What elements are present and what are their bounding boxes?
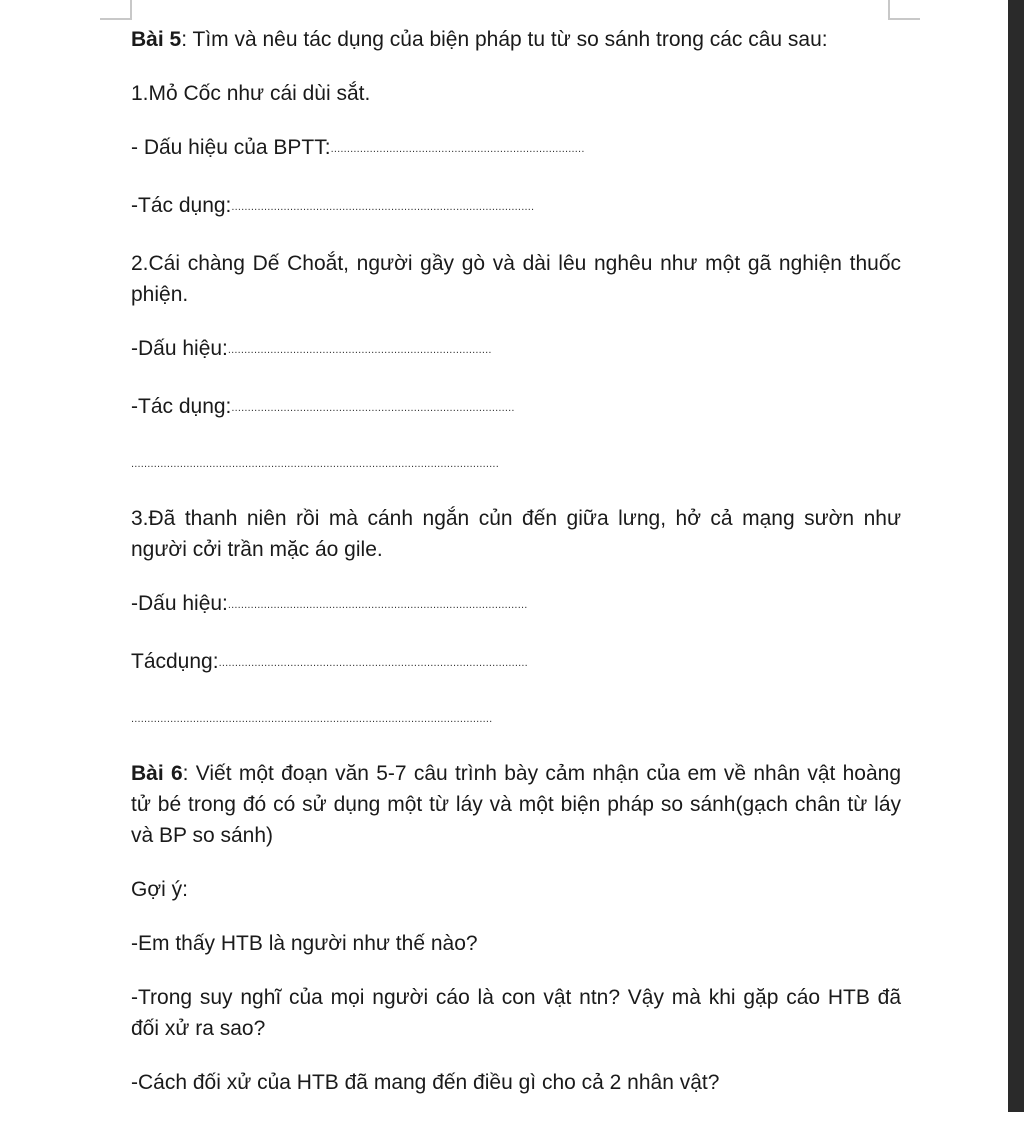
- hint-label: Gợi ý:: [131, 878, 188, 901]
- hint-item: -Em thấy HTB là người như thế nào?: [131, 932, 478, 955]
- q3-effect-line: [131, 646, 901, 681]
- q1-effect-line: [131, 190, 901, 225]
- q3-effect-blank: ...............................................................................................: [218, 657, 528, 669]
- q2-effect-line: [131, 391, 901, 426]
- q2-effect-label: -Tác dụng:: [131, 395, 232, 418]
- hint-item: -Trong suy nghĩ của mọi người cáo là con vật ntn? Vậy mà khi gặp cáo HTB đã đối xử ra sao?: [131, 986, 901, 1040]
- bai6-heading: [131, 758, 901, 851]
- q3-sentence: 3.Đã thanh niên rồi mà cánh ngắn củn đến giữa lưng, hở cả mạng sườn như người cởi trần mặc áo gile.: [131, 507, 901, 561]
- bai6-label: Bài 6: [131, 762, 183, 785]
- q1-effect-label: -Tác dụng:: [131, 194, 232, 217]
- document-page: [131, 24, 901, 1121]
- q2-sign-blank: .................................................................................: [227, 344, 492, 356]
- q2-extra-blank: .................................................................................................................: [131, 458, 499, 470]
- bai5-title: : Tìm và nêu tác dụng của biện pháp tu từ so sánh trong các câu sau:: [181, 28, 828, 51]
- page-corner-mark-right: [888, 0, 920, 20]
- page-corner-mark-left: [100, 0, 132, 20]
- hint-item: -Cách đối xử của HTB đã mang đến điều gì cho cả 2 nhân vật?: [131, 1071, 720, 1094]
- bai5-heading: [131, 24, 901, 55]
- q2-sentence: 2.Cái chàng Dế Choắt, người gầy gò và dài lêu nghêu như một gã nghiện thuốc phiện.: [131, 252, 901, 306]
- q1-sign-label: - Dấu hiệu của BPTT:: [131, 136, 331, 159]
- q1-sign-blank: ..............................................................................: [330, 143, 585, 155]
- q2-effect-blank: .......................................................................................: [231, 402, 515, 414]
- q3-sign-line: [131, 588, 901, 623]
- q1-effect-blank: .............................................................................................: [231, 201, 535, 213]
- bai5-label: Bài 5: [131, 28, 182, 51]
- q3-sign-blank: ............................................................................................: [227, 599, 528, 611]
- q3-extra-blank: ...............................................................................................................: [131, 713, 493, 725]
- bai6-title: : Viết một đoạn văn 5-7 câu trình bày cảm nhận của em về nhân vật hoàng tử bé trong đó có sử dụng một từ láy và một biện pháp so sánh(gạch chân từ láy và BP so sánh): [131, 762, 902, 847]
- right-edge-shadow: [1008, 0, 1024, 1112]
- q2-sign-label: -Dấu hiệu:: [131, 337, 228, 360]
- q2-sign-line: [131, 333, 901, 368]
- q3-effect-label: Tácdụng:: [131, 650, 219, 673]
- q1-sign-line: [131, 132, 901, 167]
- q3-sign-label: -Dấu hiệu:: [131, 592, 228, 615]
- q1-sentence: 1.Mỏ Cốc như cái dùi sắt.: [131, 82, 371, 105]
